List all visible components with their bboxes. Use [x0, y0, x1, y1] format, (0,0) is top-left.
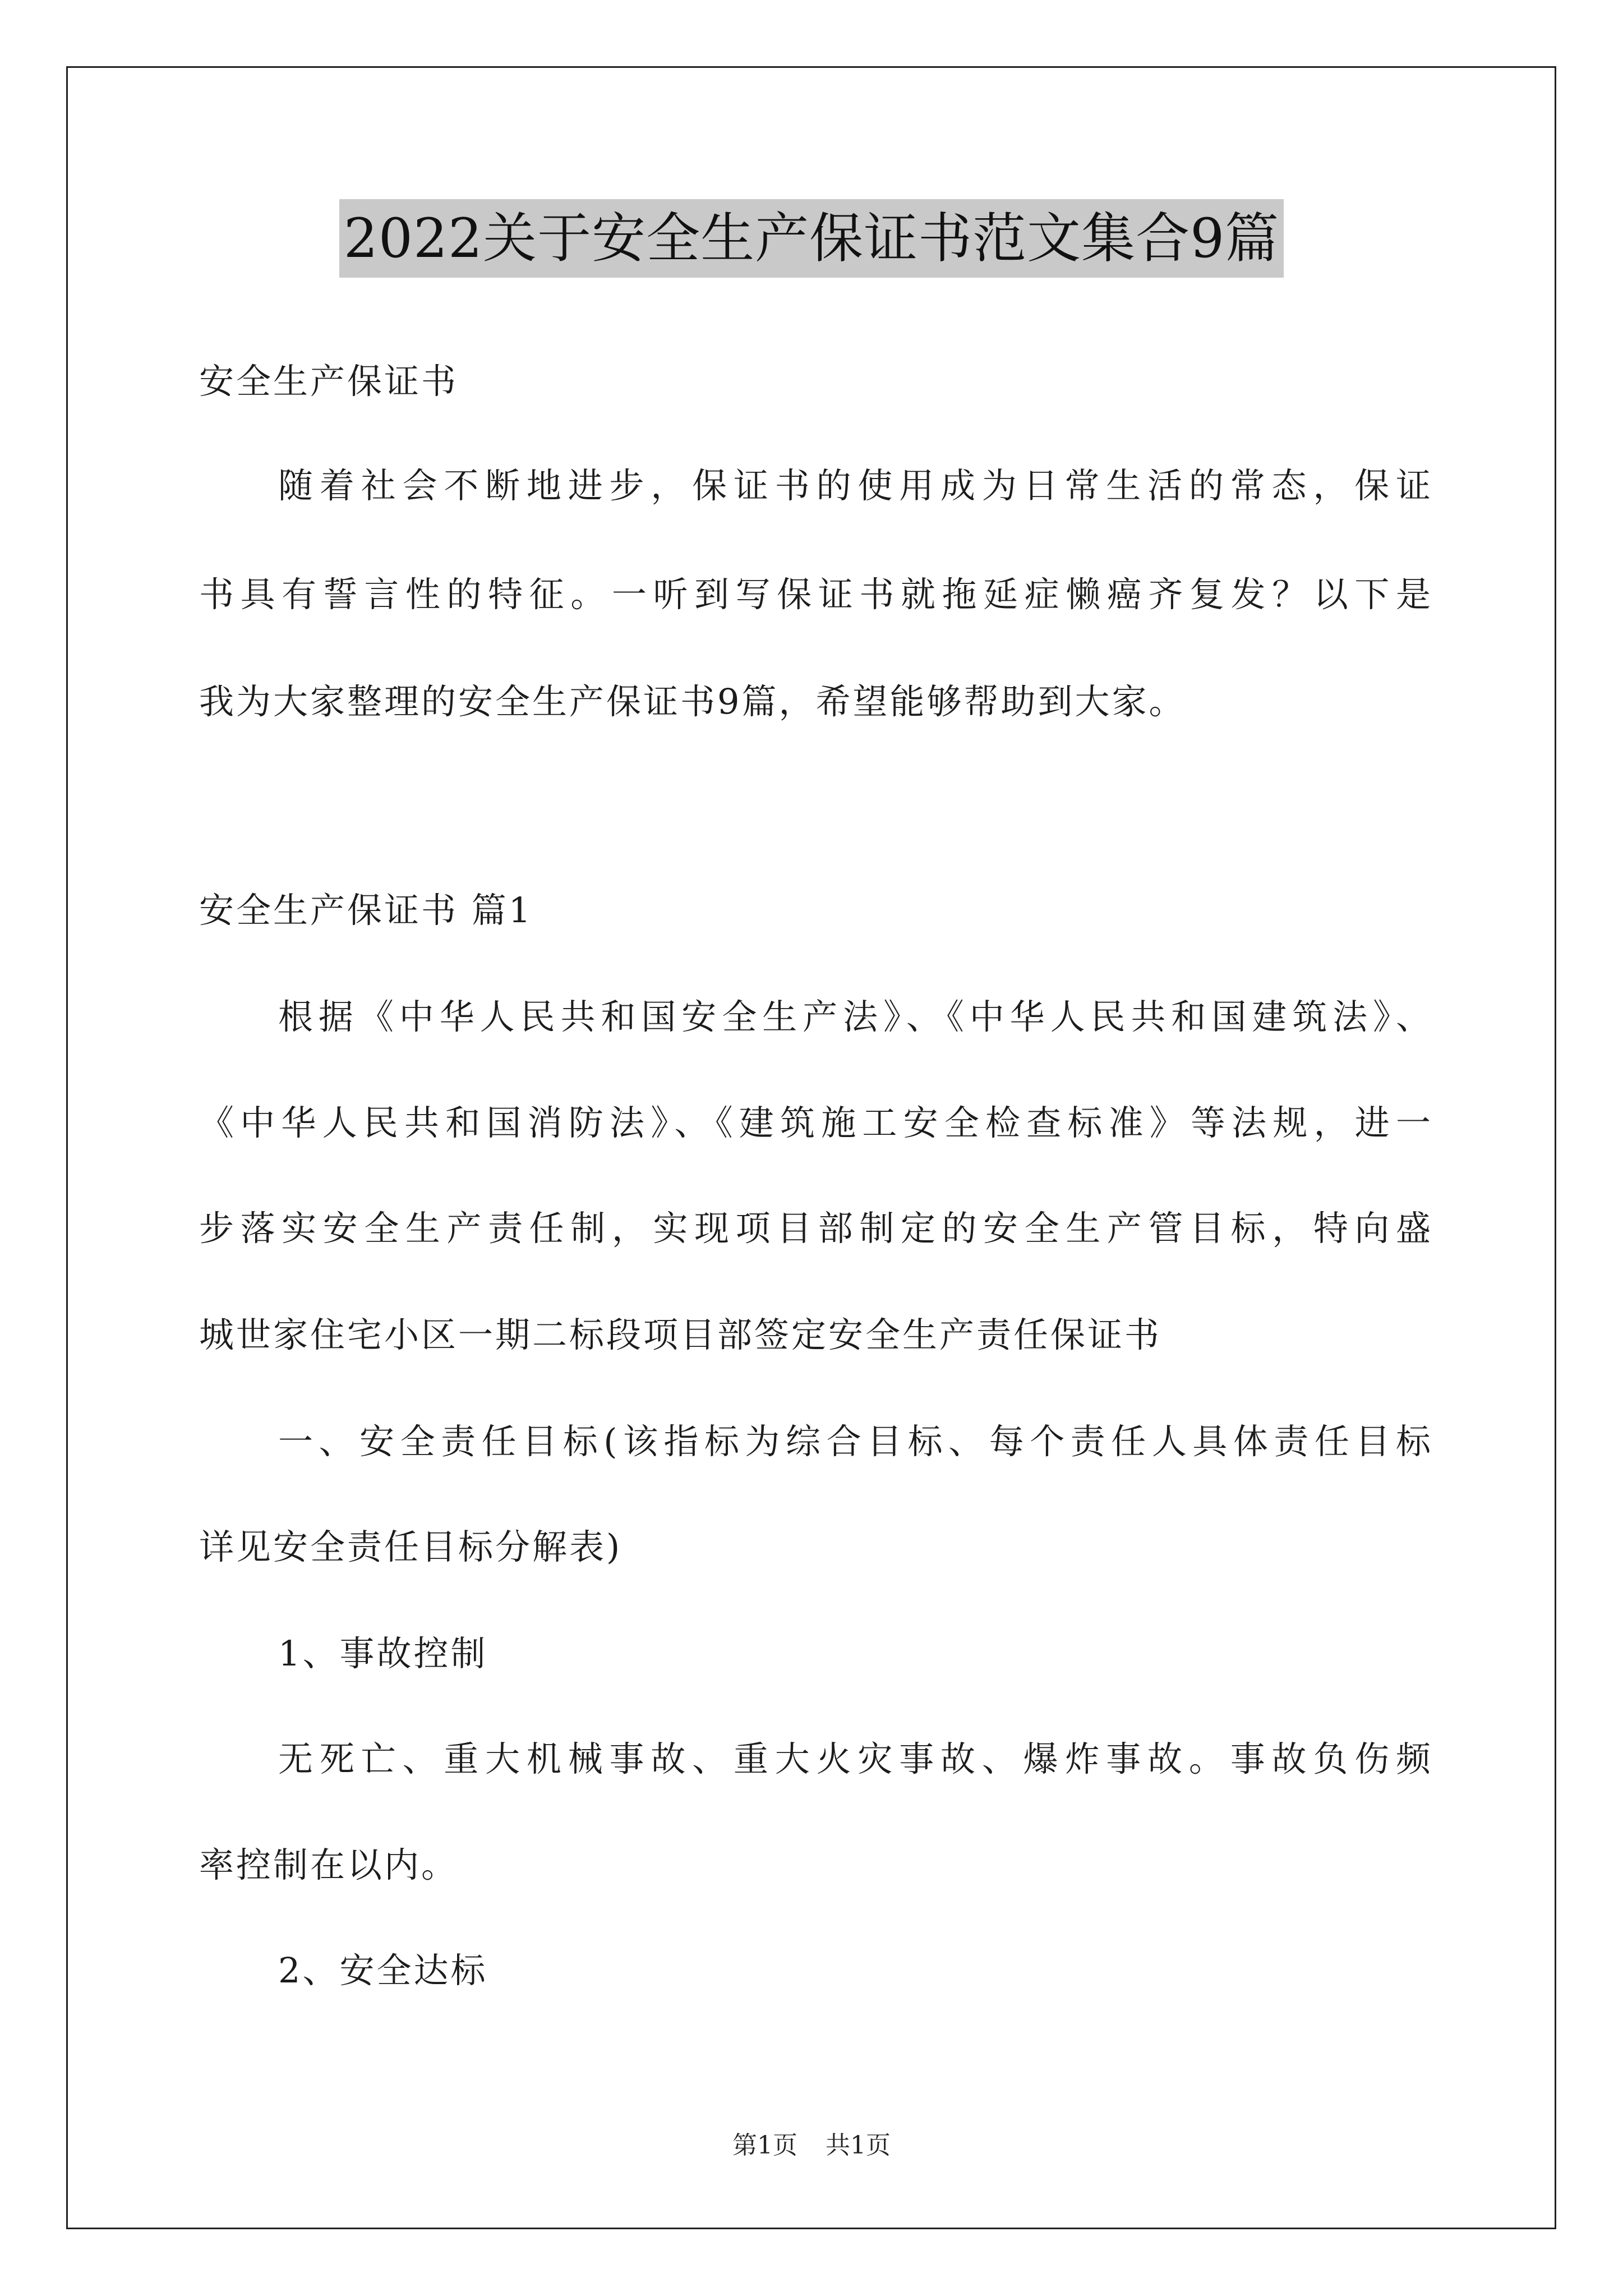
body-line: 率控制在以内。	[199, 1844, 459, 1885]
subsection-heading: 1、事故控制	[278, 1633, 488, 1674]
body-line: 书具有誓言性的特征。一听到写保证书就拖延症懒癌齐复发？以下是	[199, 574, 1433, 615]
body-line: 随着社会不断地进步，保证书的使用成为日常生活的常态，保证	[278, 465, 1433, 506]
body-line: 无死亡、重大机械事故、重大火灾事故、爆炸事故。事故负伤频	[278, 1738, 1433, 1779]
title-container	[0, 199, 1623, 278]
body-line: 根据《中华人民共和国安全生产法》、《中华人民共和国建筑法》、	[278, 996, 1433, 1037]
section-heading: 安全生产保证书 篇1	[199, 890, 533, 931]
page-footer	[0, 2129, 1623, 2162]
page-current-label: 第1页	[732, 2131, 797, 2160]
body-line: 城世家住宅小区一期二标段项目部签定安全生产责任保证书	[199, 1314, 1162, 1355]
subsection-heading: 2、安全达标	[278, 1950, 488, 1991]
body-line: 我为大家整理的安全生产保证书9篇，希望能够帮助到大家。	[199, 681, 1186, 722]
page-total-label: 共1页	[826, 2131, 891, 2160]
document-title: 2022关于安全生产保证书范文集合9篇	[339, 199, 1284, 278]
section-heading: 安全生产保证书	[199, 361, 459, 402]
body-line: 步落实安全生产责任制，实现项目部制定的安全生产管目标，特向盛	[199, 1208, 1433, 1249]
body-line: 《中华人民共和国消防法》、《建筑施工安全检查标准》等法规，进一	[199, 1102, 1433, 1143]
body-line: 一、安全责任目标(该指标为综合目标、每个责任人具体责任目标	[278, 1421, 1433, 1462]
body-line: 详见安全责任目标分解表)	[199, 1526, 623, 1567]
